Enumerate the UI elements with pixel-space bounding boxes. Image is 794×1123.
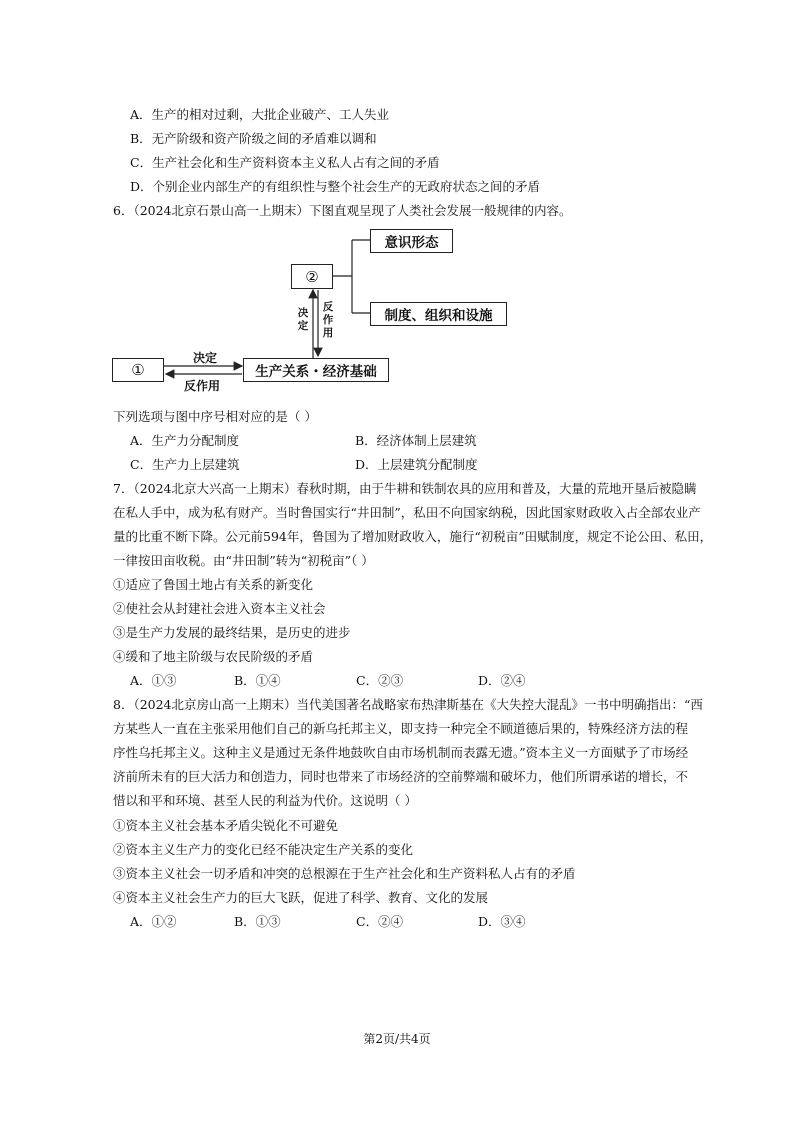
q7-option-a: A．①③: [130, 673, 177, 688]
q5-option-b: B．无产阶级和资产阶级之间的矛盾难以调和: [130, 131, 377, 146]
q8-statement-1: ①资本主义社会基本矛盾尖锐化不可避免: [113, 818, 339, 833]
box-ideology: 意识形态: [370, 229, 453, 253]
q8-statement-4: ④资本主义社会生产力的巨大飞跃，促进了科学、教育、文化的发展: [113, 890, 489, 905]
q8-stem-line-2: 方某些人一直在主张采用他们自己的新乌托邦主义，即支持一种完全不顾道德后果的，特殊经济方法的程: [113, 721, 689, 736]
label-decide-horizontal: 决定: [193, 351, 218, 365]
q6-option-d: D．上层建筑分配制度: [355, 457, 478, 472]
q8-option-a: A．①②: [130, 914, 177, 929]
page-number: 第2页/共4页: [363, 1032, 431, 1046]
label-react-vertical: 反作用: [322, 301, 334, 339]
q8-option-c: C．②④: [356, 914, 404, 929]
q6-diagram: [0, 0, 794, 400]
q7-statement-2: ②使社会从封建社会进入资本主义社会: [113, 601, 326, 616]
q8-stem-line-3: 序性乌托邦主义。这种主义是通过无条件地鼓吹自由市场机制而表露无遗。”资本主义一方面赋予了市场经: [113, 745, 689, 760]
box-number-one: ①: [112, 358, 164, 382]
q5-option-c: C．生产社会化和生产资料资本主义私人占有之间的矛盾: [130, 155, 440, 170]
q7-option-c: C．②③: [356, 673, 404, 688]
q7-statement-4: ④缓和了地主阶级与农民阶级的矛盾: [113, 649, 314, 664]
q6-option-c: C．生产力上层建筑: [130, 457, 240, 472]
q7-stem-line-1: 7．（2024北京大兴高一上期末）春秋时期，由于牛耕和铁制农具的应用和普及，大量的荒地开垦后被隐瞒: [113, 481, 697, 496]
q7-option-b: B．①④: [234, 673, 281, 688]
label-decide-vertical: 决定: [297, 307, 309, 332]
q6-option-b: B．经济体制上层建筑: [355, 433, 477, 448]
q8-stem-line-4: 济前所未有的巨大活力和创造力，同时也带来了市场经济的空前弊端和破坏力，他们所谓承诺的增长，不: [113, 769, 689, 784]
q5-option-d: D．个别企业内部生产的有组织性与整个社会生产的无政府状态之间的矛盾: [130, 179, 541, 194]
q7-stem-line-4: 一律按田亩收税。由“井田制”转为“初税亩”（ ）: [113, 553, 374, 568]
q8-option-d: D．③④: [478, 914, 526, 929]
q7-stem-line-3: 量的比重不断下降。公元前594年，鲁国为了增加财政收入，施行“初税亩”田赋制度，规定不论公田、私田，: [113, 529, 713, 544]
box-system-organization: 制度、组织和设施: [370, 302, 507, 326]
q8-stem-line-5: 惜以和平和环境、甚至人民的利益为代价。这说明（ ）: [113, 793, 417, 808]
q8-statement-3: ③资本主义社会一切矛盾和冲突的总根源在于生产社会化和生产资料私人占有的矛盾: [113, 866, 576, 881]
q7-statement-3: ③是生产力发展的最终结果，是历史的进步: [113, 625, 351, 640]
q6-stem: 6．（2024北京石景山高一上期末）下图直观呈现了人类社会发展一般规律的内容。: [113, 203, 572, 218]
q5-option-a: A．生产的相对过剩，大批企业破产、工人失业: [130, 107, 390, 122]
q8-statement-2: ②资本主义生产力的变化已经不能决定生产关系的变化: [113, 842, 414, 857]
label-react-horizontal: 反作用: [184, 379, 221, 393]
q7-statement-1: ①适应了鲁国土地占有关系的新变化: [113, 577, 314, 592]
q8-option-b: B．①③: [234, 914, 281, 929]
q7-option-d: D．②④: [478, 673, 526, 688]
q6-question: 下列选项与图中序号相对应的是（ ）: [113, 409, 317, 424]
box-economic-base: 生产关系・经济基础: [243, 358, 389, 382]
box-number-two: ②: [291, 264, 333, 289]
diagram-connectors: [0, 0, 794, 400]
q6-option-a: A．生产力分配制度: [130, 433, 240, 448]
q7-stem-line-2: 在私人手中，成为私有财产。当时鲁国实行“井田制”，私田不向国家纳税，因此国家财政收入占全部农业产: [113, 505, 701, 520]
q8-stem-line-1: 8．（2024北京房山高一上期末）当代美国著名战略家布热津斯基在《大失控大混乱》一书中明确指出：“西: [113, 697, 703, 712]
